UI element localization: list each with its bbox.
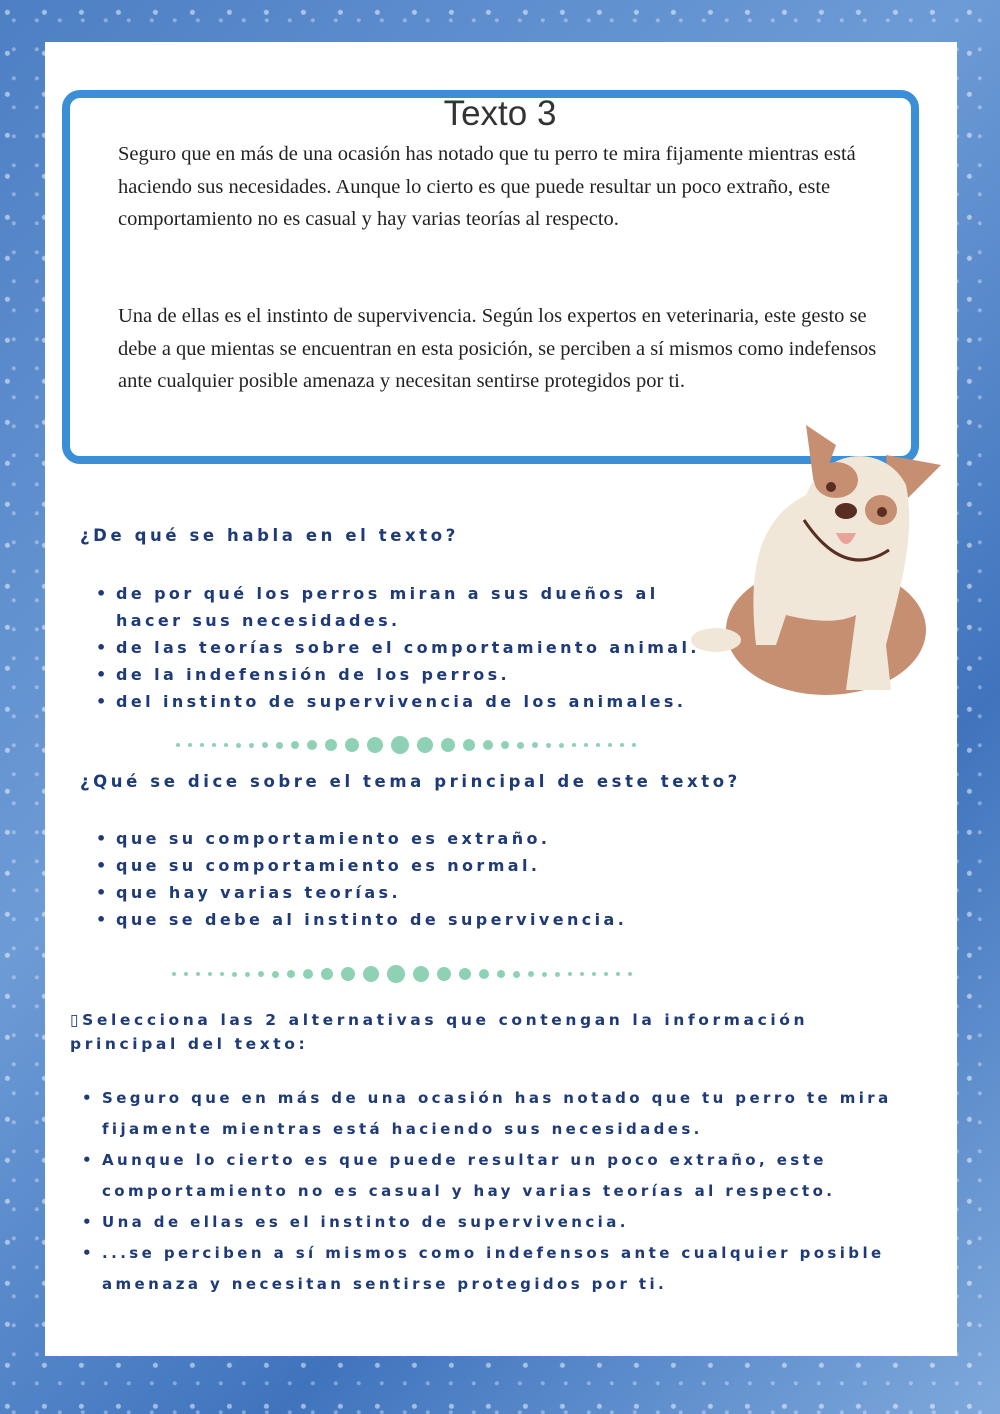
option-2-3[interactable]: • que hay varias teorías. xyxy=(96,879,796,906)
divider-dot xyxy=(604,972,608,976)
dots-divider-2 xyxy=(172,965,632,983)
question-1: ¿De qué se habla en el texto? xyxy=(80,526,459,545)
divider-dot xyxy=(236,743,241,748)
divider-dot xyxy=(245,972,250,977)
dog-illustration xyxy=(686,405,946,710)
divider-dot xyxy=(184,972,188,976)
divider-dot xyxy=(208,972,212,976)
option-1-3[interactable]: • de la indefensión de los perros. xyxy=(96,661,716,688)
divider-dot xyxy=(413,966,429,982)
divider-dot xyxy=(325,739,337,751)
divider-dot xyxy=(176,743,180,747)
divider-dot xyxy=(391,736,409,754)
divider-dot xyxy=(262,742,268,748)
divider-dot xyxy=(580,972,584,976)
divider-dot xyxy=(272,971,279,978)
divider-dot xyxy=(387,965,405,983)
divider-dot xyxy=(249,743,254,748)
divider-dot xyxy=(345,738,359,752)
option-3-1[interactable]: • Seguro que en más de una ocasión has notado que tu perro te mira fijamente mientras está haciendo sus necesidades. xyxy=(82,1083,922,1145)
divider-dot xyxy=(441,738,455,752)
divider-dot xyxy=(276,742,283,749)
divider-dot xyxy=(513,971,520,978)
divider-dot xyxy=(363,966,379,982)
text-title: Texto 3 xyxy=(443,94,557,133)
divider-dot xyxy=(479,969,489,979)
divider-dot xyxy=(200,743,204,747)
divider-dot xyxy=(321,968,333,980)
dots-divider-1 xyxy=(176,736,636,754)
divider-dot xyxy=(632,743,636,747)
divider-dot xyxy=(459,968,471,980)
option-3-3[interactable]: • Una de ellas es el instinto de supervivencia. xyxy=(82,1207,922,1238)
divider-dot xyxy=(616,972,620,976)
divider-dot xyxy=(258,971,264,977)
divider-dot xyxy=(559,743,564,748)
question-2: ¿Qué se dice sobre el tema principal de este texto? xyxy=(80,772,741,791)
option-2-4[interactable]: • que se debe al instinto de supervivencia. xyxy=(96,906,796,933)
divider-dot xyxy=(212,743,216,747)
option-1-1[interactable]: • de por qué los perros miran a sus dueños al hacer sus necesidades. xyxy=(96,580,716,634)
divider-dot xyxy=(196,972,200,976)
divider-dot xyxy=(291,741,299,749)
divider-dot xyxy=(584,743,588,747)
option-2-2[interactable]: • que su comportamiento es normal. xyxy=(96,852,796,879)
divider-dot xyxy=(437,967,451,981)
divider-dot xyxy=(220,972,224,976)
divider-dot xyxy=(572,743,576,747)
divider-dot xyxy=(528,971,534,977)
divider-dot xyxy=(497,970,505,978)
option-1-4[interactable]: • del instinto de supervivencia de los animales. xyxy=(96,688,716,715)
divider-dot xyxy=(341,967,355,981)
divider-dot xyxy=(568,972,572,976)
option-3-4[interactable]: • ...se perciben a sí mismos como indefensos ante cualquier posible amenaza y necesitan sentirse protegidos por ti. xyxy=(82,1238,922,1300)
divider-dot xyxy=(367,737,383,753)
divider-dot xyxy=(303,969,313,979)
divider-dot xyxy=(555,972,560,977)
divider-dot xyxy=(608,743,612,747)
paragraph-1: Seguro que en más de una ocasión has notado que tu perro te mira fijamente mientras está haciendo sus necesidades. Aunque lo cierto es que puede resultar un poco extraño, este comportamiento no es casual y hay varias teorías al respecto. xyxy=(118,143,856,230)
divider-dot xyxy=(172,972,176,976)
option-2-1[interactable]: • que su comportamiento es extraño. xyxy=(96,825,796,852)
divider-dot xyxy=(483,740,493,750)
divider-dot xyxy=(592,972,596,976)
divider-dot xyxy=(532,742,538,748)
question-3: ▯Selecciona las 2 alternativas que contengan la información principal del texto: xyxy=(70,1011,809,1053)
divider-dot xyxy=(542,972,547,977)
divider-dot xyxy=(417,737,433,753)
divider-dot xyxy=(620,743,624,747)
divider-dot xyxy=(596,743,600,747)
divider-dot xyxy=(463,739,475,751)
divider-dot xyxy=(501,741,509,749)
divider-dot xyxy=(517,742,524,749)
paragraph-2: Una de ellas es el instinto de supervivencia. Según los expertos en veterinaria, este gesto se debe a que mientas se encuentran en esta posición, se perciben a sí mismos como indefensos ante cualquier posible amenaza y necesitan sentirse protegidos por ti. xyxy=(118,305,877,392)
divider-dot xyxy=(188,743,192,747)
divider-dot xyxy=(224,743,228,747)
divider-dot xyxy=(287,970,295,978)
option-3-2[interactable]: • Aunque lo cierto es que puede resultar un poco extraño, este comportamiento no es casual y hay varias teorías al respecto. xyxy=(82,1145,922,1207)
divider-dot xyxy=(628,972,632,976)
divider-dot xyxy=(546,743,551,748)
divider-dot xyxy=(232,972,237,977)
divider-dot xyxy=(307,740,317,750)
option-1-2[interactable]: • de las teorías sobre el comportamiento animal. xyxy=(96,634,716,661)
